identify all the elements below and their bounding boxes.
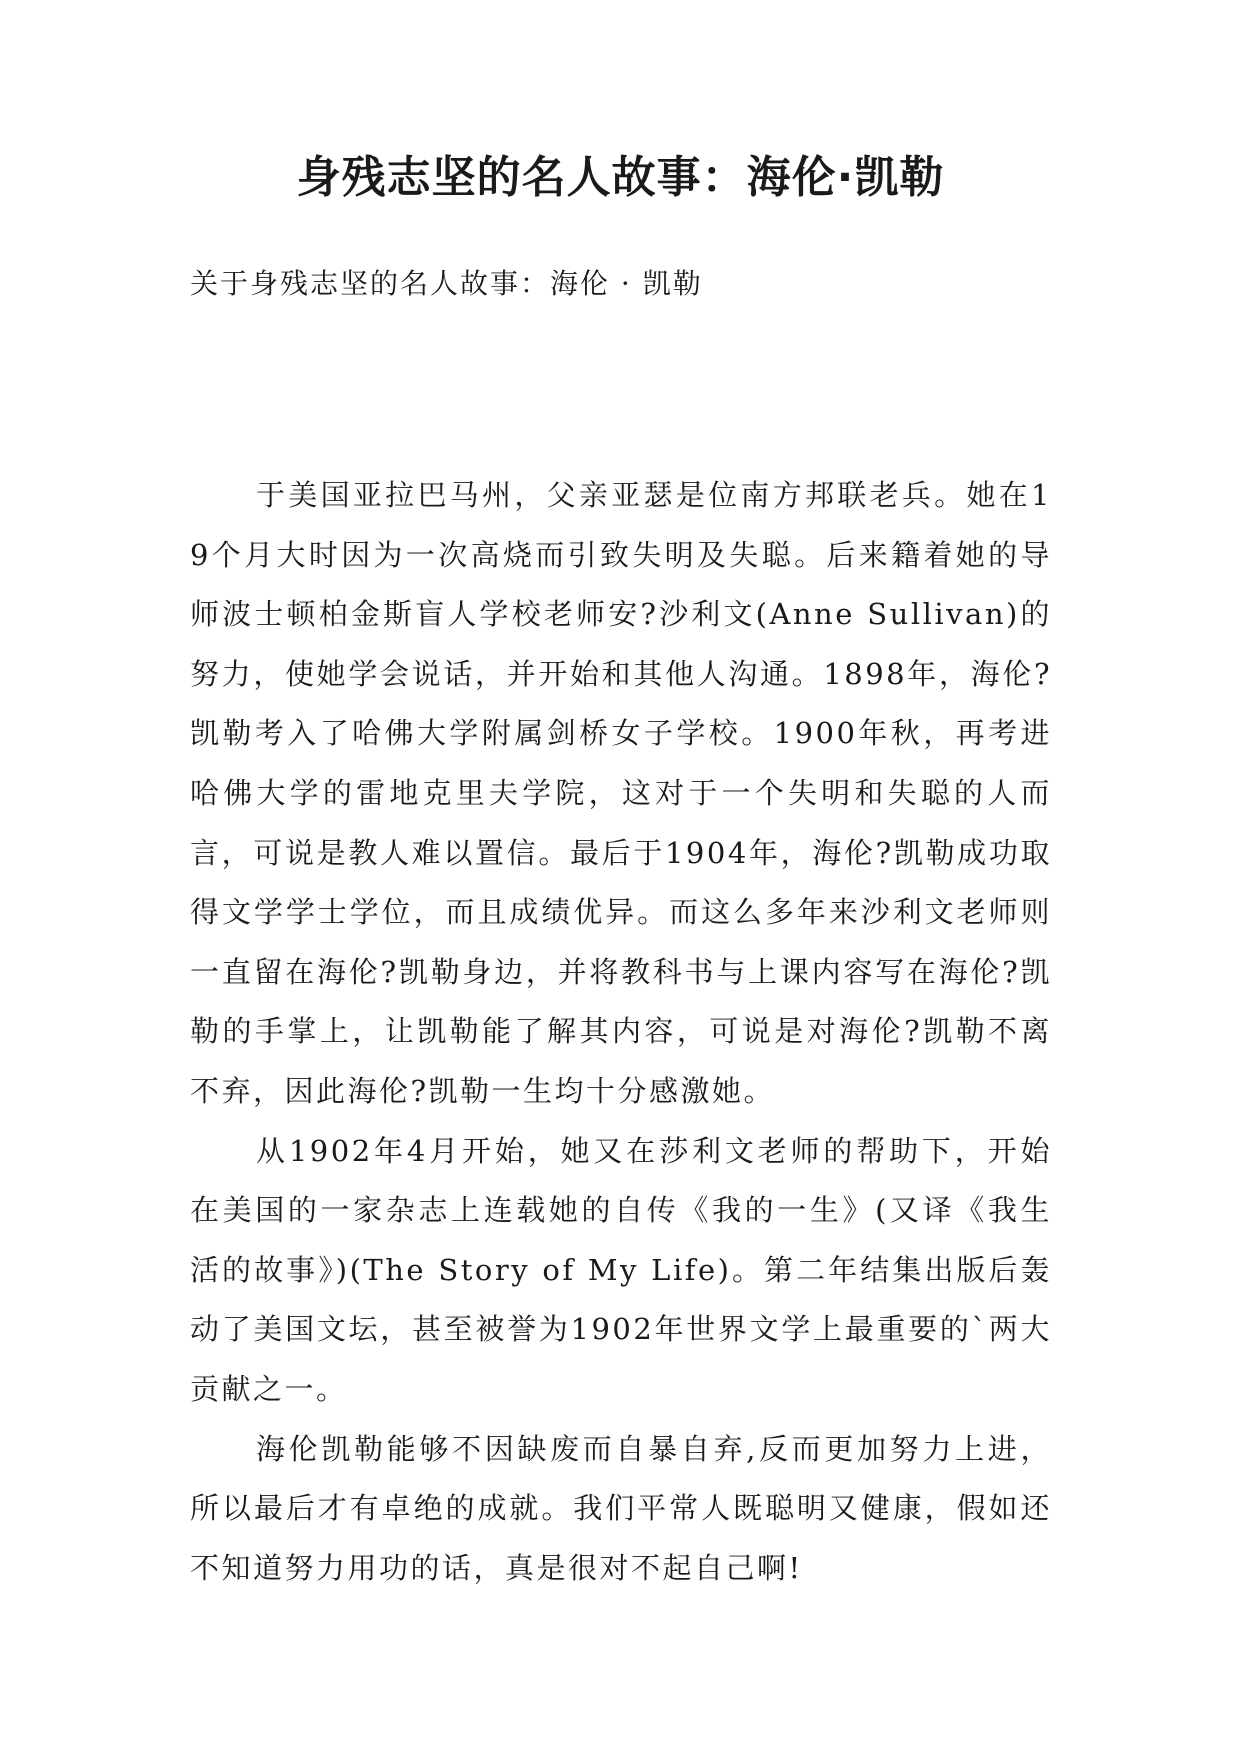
- paragraph-conclusion: 海伦凯勒能够不因缺废而自暴自弃,反而更加努力上进，所以最后才有卓绝的成就。我们平常人既聪明又健康，假如还不知道努力用功的话，真是很对不起自己啊!: [190, 1431, 1052, 1585]
- paragraph-autobiography: 从1902年4月开始，她又在莎利文老师的帮助下，开始在美国的一家杂志上连载她的自传《我的一生》(又译《我生活的故事》)(The Story of My Life)。第二年结集出版后轰动了美国文坛，甚至被誉为1902年世界文学上最重要的`两大贡献之一。: [190, 1133, 1052, 1406]
- document-title: 身残志坚的名人故事：海伦·凯勒: [296, 152, 945, 203]
- document-body: [190, 466, 1052, 1598]
- document-subtitle: 关于身残志坚的名人故事：海伦 · 凯勒: [190, 267, 703, 300]
- paragraph-biography: 于美国亚拉巴马州，父亲亚瑟是位南方邦联老兵。她在19个月大时因为一次高烧而引致失明及失聪。后来籍着她的导师波士顿柏金斯盲人学校老师安?沙利文(Anne Sullivan)的努力，使她学会说话，并开始和其他人沟通。1898年，海伦?凯勒考入了哈佛大学附属剑桥女子学校。1900年秋，再考进哈佛大学的雷地克里夫学院，这对于一个失明和失聪的人而言，可说是教人难以置信。最后于1904年，海伦?凯勒成功取得文学学士学位，而且成绩优异。而这么多年来沙利文老师则一直留在海伦?凯勒身边，并将教科书与上课内容写在海伦?凯勒的手掌上，让凯勒能了解其内容，可说是对海伦?凯勒不离不弃，因此海伦?凯勒一生均十分感激她。: [190, 478, 1052, 1108]
